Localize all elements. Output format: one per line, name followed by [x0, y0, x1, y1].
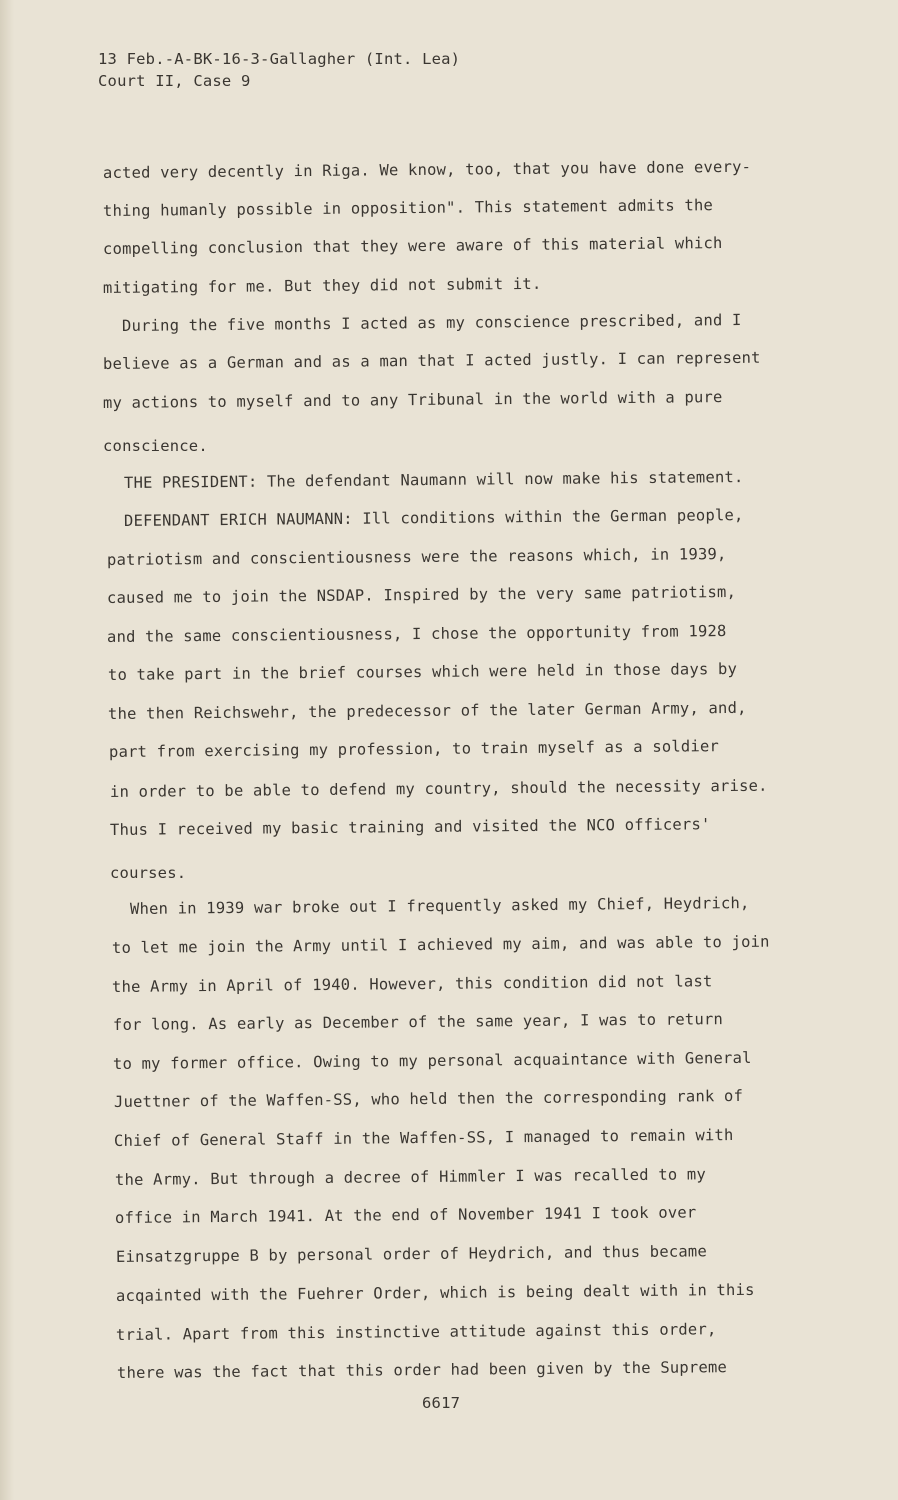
text-line: believe as a German and as a man that I acted justly. I can represent	[102, 348, 761, 373]
text-line: trial. Apart from this instinctive attitude against this order,	[115, 1320, 717, 1344]
text-line: mitigating for me. But they did not submit it.	[102, 274, 542, 297]
text-line: the Army in April of 1940. However, this condition did not last	[111, 972, 713, 996]
page-number: 6617	[422, 1394, 461, 1412]
text-line: to let me join the Army until I achieved my aim, and was able to join	[111, 932, 770, 957]
text-line: there was the fact that this order had been given by the Supreme	[116, 1358, 728, 1382]
text-line: DEFENDANT ERICH NAUMANN: Ill conditions within the German people,	[123, 506, 744, 530]
text-line: courses.	[110, 864, 187, 882]
text-line: THE PRESIDENT: The defendant Naumann will now make his statement.	[123, 468, 744, 492]
text-line: acted very decently in Riga. We know, too, that you have done every-	[102, 157, 752, 182]
text-line: patriotism and conscientiousness were the reasons which, in 1939,	[106, 545, 727, 569]
text-line: caused me to join the NSDAP. Inspired by the very same patriotism,	[106, 582, 737, 607]
page-edge-shadow	[0, 0, 14, 1500]
header-reference: 13 Feb.-A-BK-16-3-Gallagher (Int. Lea)	[98, 50, 461, 68]
text-line: thing humanly possible in opposition". This statement admits the	[102, 196, 714, 220]
text-line: to take part in the brief courses which were held in those days by	[107, 659, 738, 684]
text-line: to my former office. Owing to my personal acquaintance with General	[112, 1048, 752, 1073]
text-line: Chief of General Staff in the Waffen-SS, I managed to remain with	[113, 1126, 734, 1150]
text-line: office in March 1941. At the end of November 1941 I took over	[114, 1203, 697, 1227]
text-line: and the same conscientiousness, I chose the opportunity from 1928	[106, 622, 727, 646]
text-line: in order to be able to defend my country, should the necessity arise.	[109, 776, 768, 801]
text-line: for long. As early as December of the same year, I was to return	[112, 1010, 724, 1034]
text-line: Einsatzgruppe B by personal order of Heydrich, and thus became	[115, 1242, 708, 1266]
header-court-case: Court II, Case 9	[98, 72, 251, 90]
text-line: the Army. But through a decree of Himmler I was recalled to my	[114, 1165, 707, 1189]
text-line: my actions to myself and to any Tribunal in the world with a pure	[102, 388, 723, 412]
document-header	[98, 48, 460, 92]
text-line: Juettner of the Waffen-SS, who held then the corresponding rank of	[113, 1086, 744, 1111]
text-line: part from exercising my profession, to train myself as a soldier	[108, 737, 720, 761]
text-line: During the five months I acted as my conscience prescribed, and I	[121, 311, 742, 335]
text-line: compelling conclusion that they were aware of this material which	[102, 234, 723, 258]
text-line: the then Reichswehr, the predecessor of the later German Army, and,	[107, 698, 747, 723]
text-line: Thus I received my basic training and visited the NCO officers'	[109, 815, 711, 839]
text-line: conscience.	[103, 437, 208, 455]
text-line: When in 1939 war broke out I frequently asked my Chief, Heydrich,	[129, 894, 750, 918]
text-line: acqainted with the Fuehrer Order, which is being dealt with in this	[115, 1280, 755, 1305]
